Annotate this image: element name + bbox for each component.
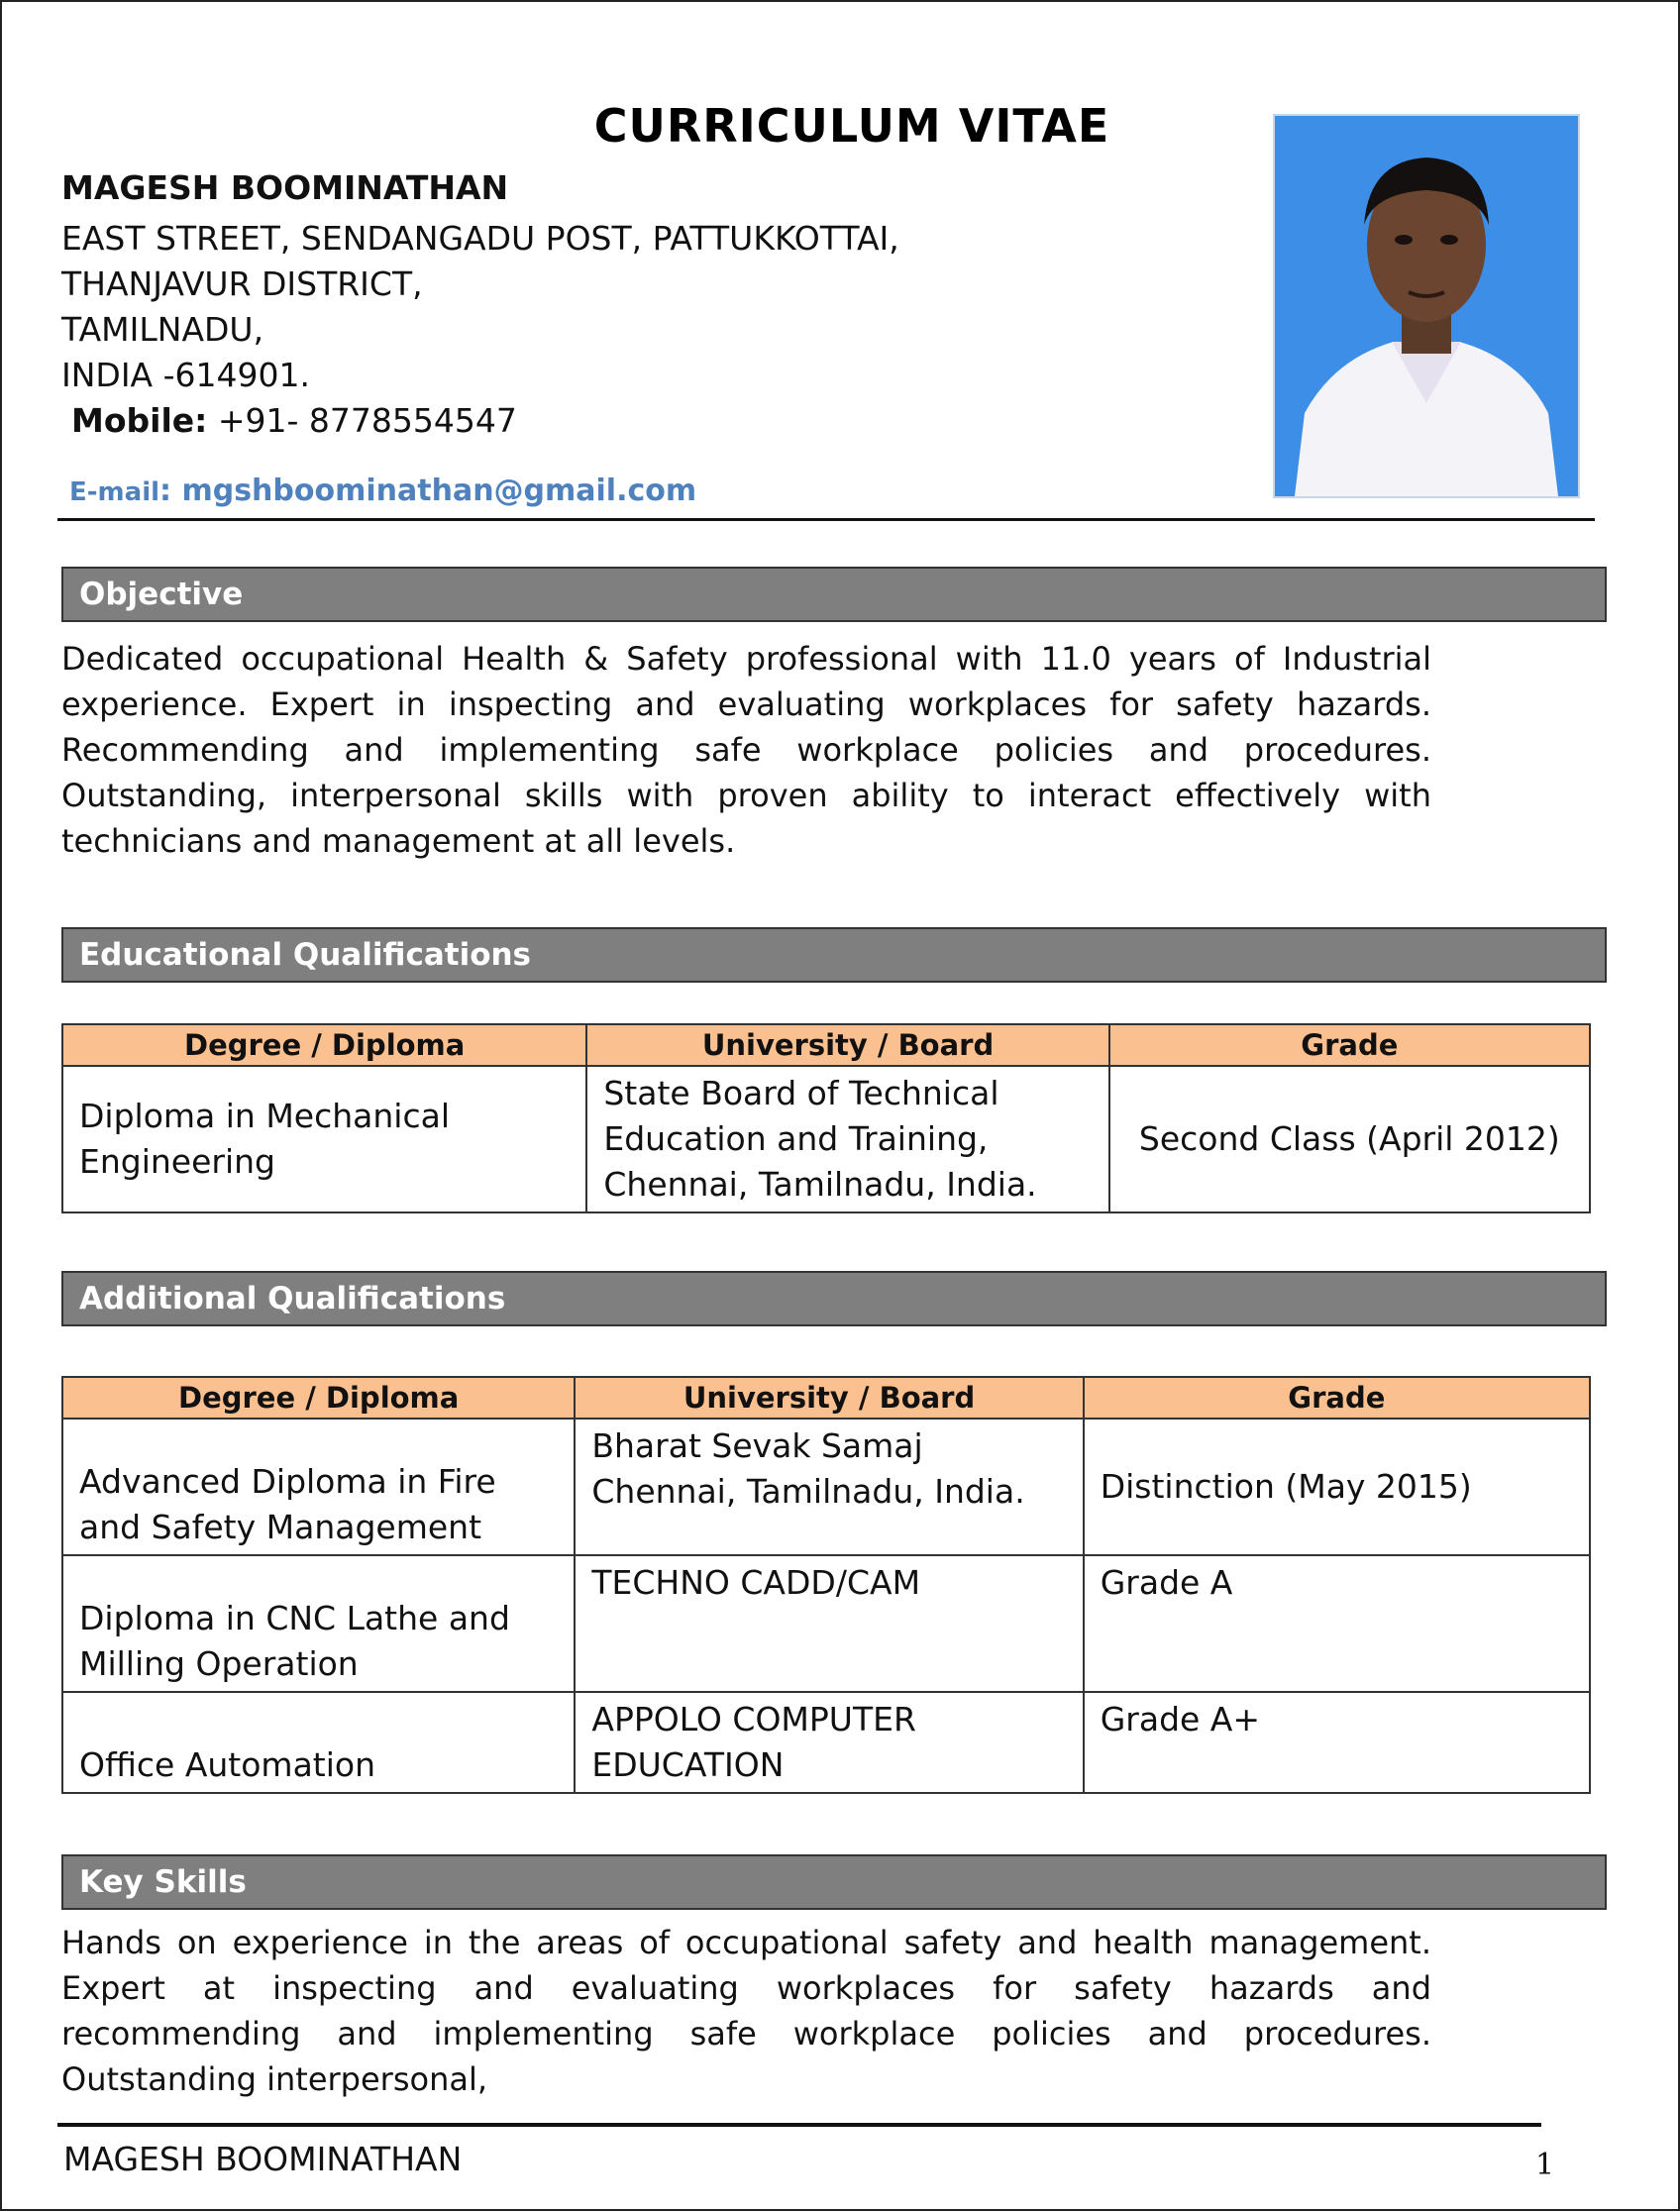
grade-cell: Distinction (May 2015)	[1084, 1419, 1590, 1555]
footer-name: MAGESH BOOMINATHAN	[63, 2140, 463, 2178]
email-label: E-mail	[69, 477, 160, 507]
grade-cell: Grade A+	[1084, 1692, 1590, 1793]
mobile-label: Mobile:	[71, 401, 208, 440]
table-row	[62, 1066, 1590, 1212]
contact-block	[61, 168, 1201, 508]
section-heading-education: Educational Qualifications	[61, 927, 1607, 983]
mobile-row	[71, 398, 1201, 444]
column-header-grade: Grade	[1084, 1377, 1590, 1419]
table-row	[62, 1692, 1590, 1793]
university-cell: TECHNO CADD/CAM	[575, 1555, 1083, 1692]
section-heading-additional: Additional Qualifications	[61, 1271, 1607, 1326]
email-row	[69, 474, 1201, 508]
address-line-1: EAST STREET, SENDANGADU POST, PATTUKKOTTAI,	[61, 219, 899, 258]
page-number: 1	[1535, 2148, 1555, 2182]
degree-cell: Office Automation	[62, 1692, 575, 1793]
mobile-value: +91- 8778554547	[217, 401, 517, 440]
profile-photo	[1273, 114, 1580, 498]
additional-qualifications-table	[61, 1376, 1591, 1794]
candidate-name: MAGESH BOOMINATHAN	[61, 168, 509, 207]
column-header-grade: Grade	[1109, 1024, 1590, 1066]
address-line-2: THANJAVUR DISTRICT,	[61, 264, 423, 303]
table-header-row	[62, 1377, 1590, 1419]
objective-text: Dedicated occupational Health & Safety professional with 11.0 years of Industrial experience. Expert in inspecting and evaluating workplaces for safety hazards. Recommending and implementing safe workplace policies and procedures. Outstanding, interpersonal skills with proven ability to interact effectively with technicians and management at all levels.	[61, 640, 1431, 860]
column-header-university: University / Board	[575, 1377, 1083, 1419]
university-cell: State Board of Technical Education and Training, Chennai, Tamilnadu, India.	[586, 1066, 1108, 1212]
university-cell: Bharat Sevak Samaj Chennai, Tamilnadu, India.	[575, 1419, 1083, 1555]
key-skills-text: Hands on experience in the areas of occupational safety and health management. Expert at inspecting and evaluating workplaces for safety hazards and recommending and implementing safe workplace policies and procedures. Outstanding interpersonal,	[61, 1924, 1431, 2098]
address-line-3: TAMILNADU,	[61, 310, 264, 349]
portrait-image	[1275, 116, 1578, 496]
degree-cell: Diploma in CNC Lathe and Milling Operation	[62, 1555, 575, 1692]
degree-cell: Diploma in Mechanical Engineering	[62, 1066, 586, 1212]
header-divider	[57, 518, 1595, 521]
degree-cell: Advanced Diploma in Fire and Safety Management	[62, 1419, 575, 1555]
column-header-degree: Degree / Diploma	[62, 1377, 575, 1419]
education-table	[61, 1023, 1591, 1213]
section-heading-key-skills: Key Skills	[61, 1854, 1607, 1910]
address-line-4: INDIA -614901.	[61, 356, 310, 394]
column-header-university: University / Board	[586, 1024, 1108, 1066]
table-row	[62, 1555, 1590, 1692]
table-header-row	[62, 1024, 1590, 1066]
university-cell: APPOLO COMPUTER EDUCATION	[575, 1692, 1083, 1793]
grade-cell: Grade A	[1084, 1555, 1590, 1692]
email-link[interactable]: : mgshboominathan@gmail.com	[159, 474, 697, 508]
document-title: CURRICULUM VITAE	[593, 99, 1110, 153]
footer-divider	[57, 2123, 1541, 2127]
column-header-degree: Degree / Diploma	[62, 1024, 586, 1066]
section-heading-objective: Objective	[61, 567, 1607, 622]
table-row	[62, 1419, 1590, 1555]
grade-cell: Second Class (April 2012)	[1109, 1066, 1590, 1212]
